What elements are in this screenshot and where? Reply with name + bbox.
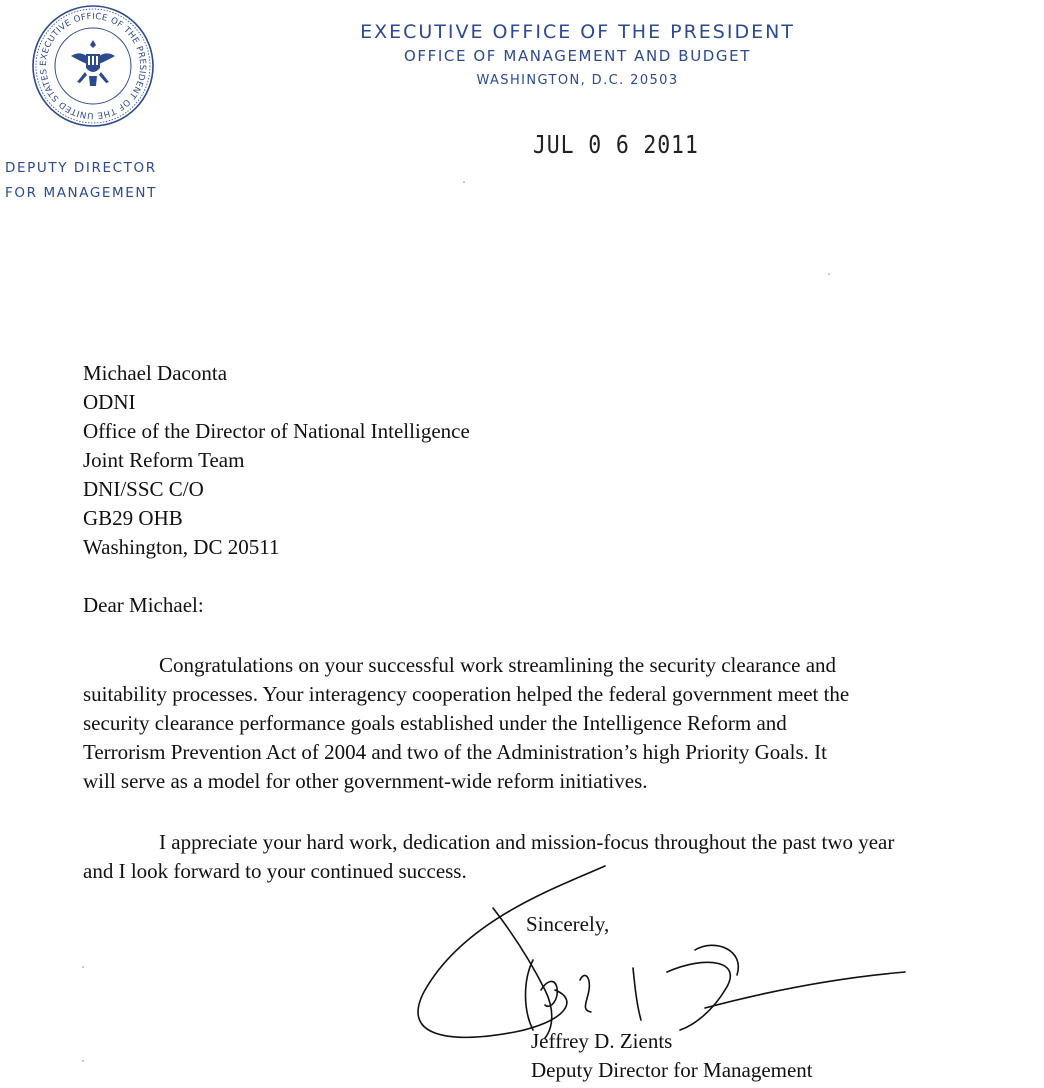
body-line: security clearance performance goals established under the Intelligence Reform and xyxy=(83,711,787,735)
recipient-line: Office of the Director of National Intelligence xyxy=(83,419,470,443)
letterhead-title: EXECUTIVE OFFICE OF THE PRESIDENT xyxy=(360,21,795,43)
recipient-line: ODNI xyxy=(83,390,136,414)
office-line-2: FOR MANAGEMENT xyxy=(5,185,157,201)
recipient-line: DNI/SSC C/O xyxy=(83,477,204,501)
salutation: Dear Michael: xyxy=(83,593,204,617)
body-line: suitability processes. Your interagency cooperation helped the federal government meet the xyxy=(83,682,850,706)
presidential-seal-icon xyxy=(31,4,155,128)
recipient-line: Michael Daconta xyxy=(83,361,228,385)
body-line: Congratulations on your successful work streamlining the security clearance and xyxy=(159,653,837,677)
letterhead-address: WASHINGTON, D.C. 20503 xyxy=(476,73,679,88)
recipient-line: GB29 OHB xyxy=(83,506,183,530)
body-line: will serve as a model for other government-wide reform initiatives. xyxy=(83,769,648,793)
recipient-line: Joint Reform Team xyxy=(83,448,245,472)
office-designation xyxy=(5,156,157,206)
closing: Sincerely, xyxy=(526,912,610,936)
seal-ring-text: EXECUTIVE OFFICE OF THE PRESIDENT OF THE UNITED STATES xyxy=(38,11,148,121)
recipient-line: Washington, DC 20511 xyxy=(83,535,280,559)
date-stamp: JUL 0 6 2011 xyxy=(533,130,699,159)
body-line: Terrorism Prevention Act of 2004 and two of the Administration’s high Priority Goals. It xyxy=(83,740,827,764)
scan-speck xyxy=(82,1060,84,1062)
signer-title: Deputy Director for Management xyxy=(531,1058,813,1082)
body-paragraph-2 xyxy=(83,828,894,886)
scan-speck xyxy=(82,966,84,968)
body-line: and I look forward to your continued success. xyxy=(83,859,467,883)
recipient-address xyxy=(83,359,470,562)
body-line: I appreciate your hard work, dedication and mission-focus throughout the past two year xyxy=(159,830,895,854)
letterhead-subtitle: OFFICE OF MANAGEMENT AND BUDGET xyxy=(404,47,751,65)
scan-speck xyxy=(463,181,465,183)
signature-block xyxy=(531,1027,813,1085)
signer-name: Jeffrey D. Zients xyxy=(531,1029,673,1053)
body-paragraph-1 xyxy=(83,651,849,796)
scan-speck xyxy=(828,273,830,275)
office-line-1: DEPUTY DIRECTOR xyxy=(5,160,157,176)
letterhead xyxy=(290,20,865,94)
